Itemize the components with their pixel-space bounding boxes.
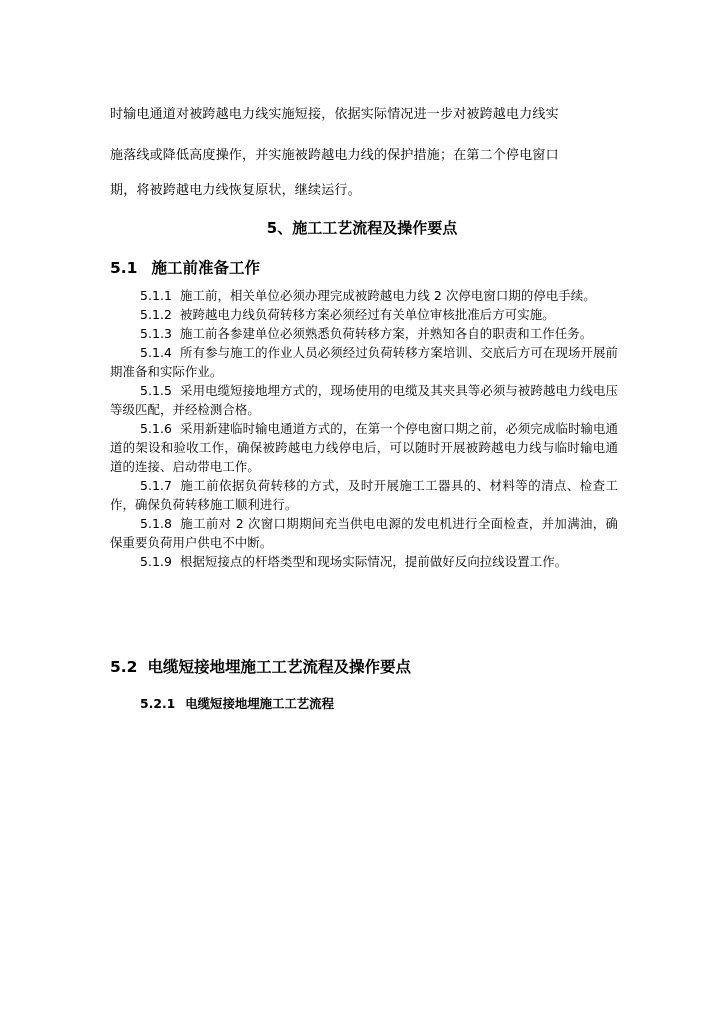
- subsection-title: 电缆短接地埋施工工艺流程: [185, 696, 334, 711]
- item-number: 5.1.2: [140, 307, 173, 322]
- section-number: 5.1: [110, 259, 138, 277]
- section-title: 施工前准备工作: [151, 259, 260, 277]
- intro-line-2: 施落线或降低高度操作，并实施被跨越电力线的保护措施；在第二个停电窗口: [110, 148, 559, 163]
- item-5-1-5: [110, 381, 618, 419]
- item-number: 5.1.8: [140, 516, 173, 531]
- item-5-1-7: [110, 476, 618, 514]
- item-number: 5.1.3: [140, 326, 173, 341]
- item-5-1-6: [110, 419, 618, 476]
- item-text: 施工前，相关单位必须办理完成被跨越电力线 2 次停电窗口期的停电手续。: [180, 288, 596, 303]
- item-5-1-9: [110, 552, 618, 571]
- subsection-heading-5-2-1: [140, 695, 334, 713]
- item-number: 5.1.6: [140, 421, 173, 436]
- item-5-1-2: [110, 305, 618, 324]
- item-text: 所有参与施工的作业人员必须经过负荷转移方案培训、交底后方可在现场开展前期准备和实际作业。: [110, 345, 618, 379]
- item-text: 施工前对 2 次窗口期期间充当供电电源的发电机进行全面检查，并加满油，确保重要负荷用户供电不中断。: [110, 516, 618, 550]
- section-heading-5-2: [110, 656, 620, 678]
- item-text: 根据短接点的杆塔类型和现场实际情况，提前做好反向拉线设置工作。: [180, 554, 568, 569]
- item-number: 5.1.1: [140, 288, 173, 303]
- item-5-1-1: [110, 286, 618, 305]
- section-5-1-items: [110, 286, 618, 571]
- section-number: 5.2: [110, 658, 138, 676]
- item-text: 被跨越电力线负荷转移方案必须经过有关单位审核批准后方可实施。: [180, 307, 555, 322]
- subsection-number: 5.2.1: [140, 696, 176, 711]
- item-5-1-3: [110, 324, 618, 343]
- item-number: 5.1.9: [140, 554, 173, 569]
- item-number: 5.1.5: [140, 383, 173, 398]
- item-text: 采用新建临时输电通道方式的，在第一个停电窗口期之前，必须完成临时输电通道的架设和验收工作，确保被跨越电力线停电后，可以随时开展被跨越电力线与临时输电通道的连接、启动带电工作。: [110, 421, 618, 474]
- intro-line-1: 时输电通道对被跨越电力线实施短接，依据实际情况进一步对被跨越电力线实: [110, 107, 559, 122]
- item-text: 施工前各参建单位必须熟悉负荷转移方案，并熟知各自的职责和工作任务。: [180, 326, 593, 341]
- intro-line-3: 期，将被跨越电力线恢复原状，继续运行。: [110, 183, 361, 198]
- item-text: 采用电缆短接地埋方式的，现场使用的电缆及其夹具等必须与被跨越电力线电压等级匹配，并经检测合格。: [110, 383, 618, 417]
- item-text: 施工前依据负荷转移的方式，及时开展施工工器具的、材料等的清点、检查工作，确保负荷转移施工顺利进行。: [110, 478, 618, 512]
- chapter-title: 5、施工工艺流程及操作要点: [266, 219, 458, 237]
- section-title: 电缆短接地埋施工工艺流程及操作要点: [147, 658, 411, 676]
- section-heading-5-1: [110, 257, 620, 279]
- item-number: 5.1.7: [140, 478, 173, 493]
- item-number: 5.1.4: [140, 345, 173, 360]
- item-5-1-4: [110, 343, 618, 381]
- item-5-1-8: [110, 514, 618, 552]
